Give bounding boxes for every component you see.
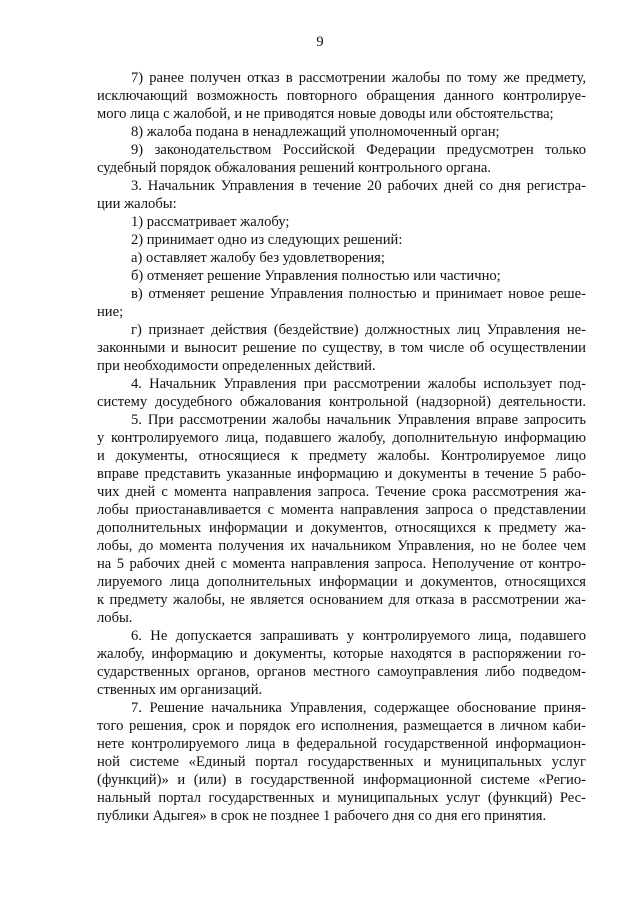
text-line: ной системе «Единый портал государственных и муниципальных услуг xyxy=(97,754,586,770)
text-line: (функций)» и (или) в государственной информационной системе «Регио- xyxy=(97,772,586,788)
text-line: у контролируемого лица, подавшего жалобу, дополнительную информацию xyxy=(97,430,586,446)
text-line: лобы приостанавливается с момента направления запроса о представлении xyxy=(97,502,586,518)
text-line: 4. Начальник Управления при рассмотрении жалобы использует под- xyxy=(131,376,586,392)
text-line: 8) жалоба подана в ненадлежащий уполномоченный орган; xyxy=(131,124,500,140)
text-line: нальный портал государственных и муниципальных услуг (функций) Рес- xyxy=(97,790,586,806)
text-line: того решения, срок и порядок его исполнения, размещается в личном каби- xyxy=(97,718,586,734)
text-line: 7) ранее получен отказ в рассмотрении жалобы по тому же предмету, xyxy=(131,70,586,86)
text-line: к предмету жалобы, не является основанием для отказа в рассмотрении жа- xyxy=(97,592,586,608)
text-line: при необходимости определенных действий. xyxy=(97,358,376,374)
text-line: лобы. xyxy=(97,610,133,626)
text-line: б) отменяет решение Управления полностью или частично; xyxy=(131,268,501,284)
text-line: лируемого лица дополнительных информации и документов, относящихся xyxy=(97,574,586,590)
text-line: на 5 рабочих дней с момента направления запроса. Неполучение от контро- xyxy=(97,556,586,572)
text-line: ние; xyxy=(97,304,124,320)
text-line: исключающий возможность повторного обращения данного контролируе- xyxy=(97,88,586,104)
text-line: г) признает действия (бездействие) должностных лиц Управления не- xyxy=(131,322,586,338)
text-line: публики Адыгея» в срок не позднее 1 рабочего дня со дня его принятия. xyxy=(97,808,547,824)
text-line: вправе представить указанные информацию и документы в течение 5 рабо- xyxy=(97,466,586,482)
text-line: законными и выносит решение по существу, в том числе об осуществлении xyxy=(97,340,586,356)
text-line: и документы, относящиеся к предмету жалобы. Контролируемое лицо xyxy=(97,448,586,464)
text-line: ственных им организаций. xyxy=(97,682,263,698)
text-line: в) отменяет решение Управления полностью и принимает новое реше- xyxy=(131,286,586,302)
text-line: сударственных органов, органов местного самоуправления либо подведом- xyxy=(97,664,586,680)
text-line: систему досудебного обжалования контрольной (надзорной) деятельности. xyxy=(97,394,586,410)
text-line: дополнительных информации и документов, относящихся к предмету жа- xyxy=(97,520,586,536)
text-line: судебный порядок обжалования решений контрольного органа. xyxy=(97,160,492,176)
text-line: чих дней с момента направления запроса. Течение срока рассмотрения жа- xyxy=(97,484,586,500)
text-line: мого лица с жалобой, и не приводятся новые доводы или обстоятельства; xyxy=(97,106,554,122)
text-line: ции жалобы: xyxy=(97,196,177,212)
text-line: 3. Начальник Управления в течение 20 рабочих дней со дня регистра- xyxy=(131,178,586,194)
text-line: 5. При рассмотрении жалобы начальник Управления вправе запросить xyxy=(131,412,586,428)
text-line: нете контролируемого лица в федеральной государственной информацион- xyxy=(97,736,586,752)
text-line: 1) рассматривает жалобу; xyxy=(131,214,290,230)
text-line: 2) принимает одно из следующих решений: xyxy=(131,232,403,248)
text-line: 9) законодательством Российской Федерации предусмотрен только xyxy=(131,142,586,158)
text-line: 6. Не допускается запрашивать у контролируемого лица, подавшего xyxy=(131,628,586,644)
text-line: лобы, до момента получения их начальником Управления, но не более чем xyxy=(97,538,586,554)
page-number: 9 xyxy=(316,34,324,50)
text-line: 7. Решение начальника Управления, содержащее обоснование приня- xyxy=(131,700,586,716)
text-line: а) оставляет жалобу без удовлетворения; xyxy=(131,250,385,266)
text-line: жалобу, информацию и документы, которые находятся в распоряжении го- xyxy=(97,646,586,662)
